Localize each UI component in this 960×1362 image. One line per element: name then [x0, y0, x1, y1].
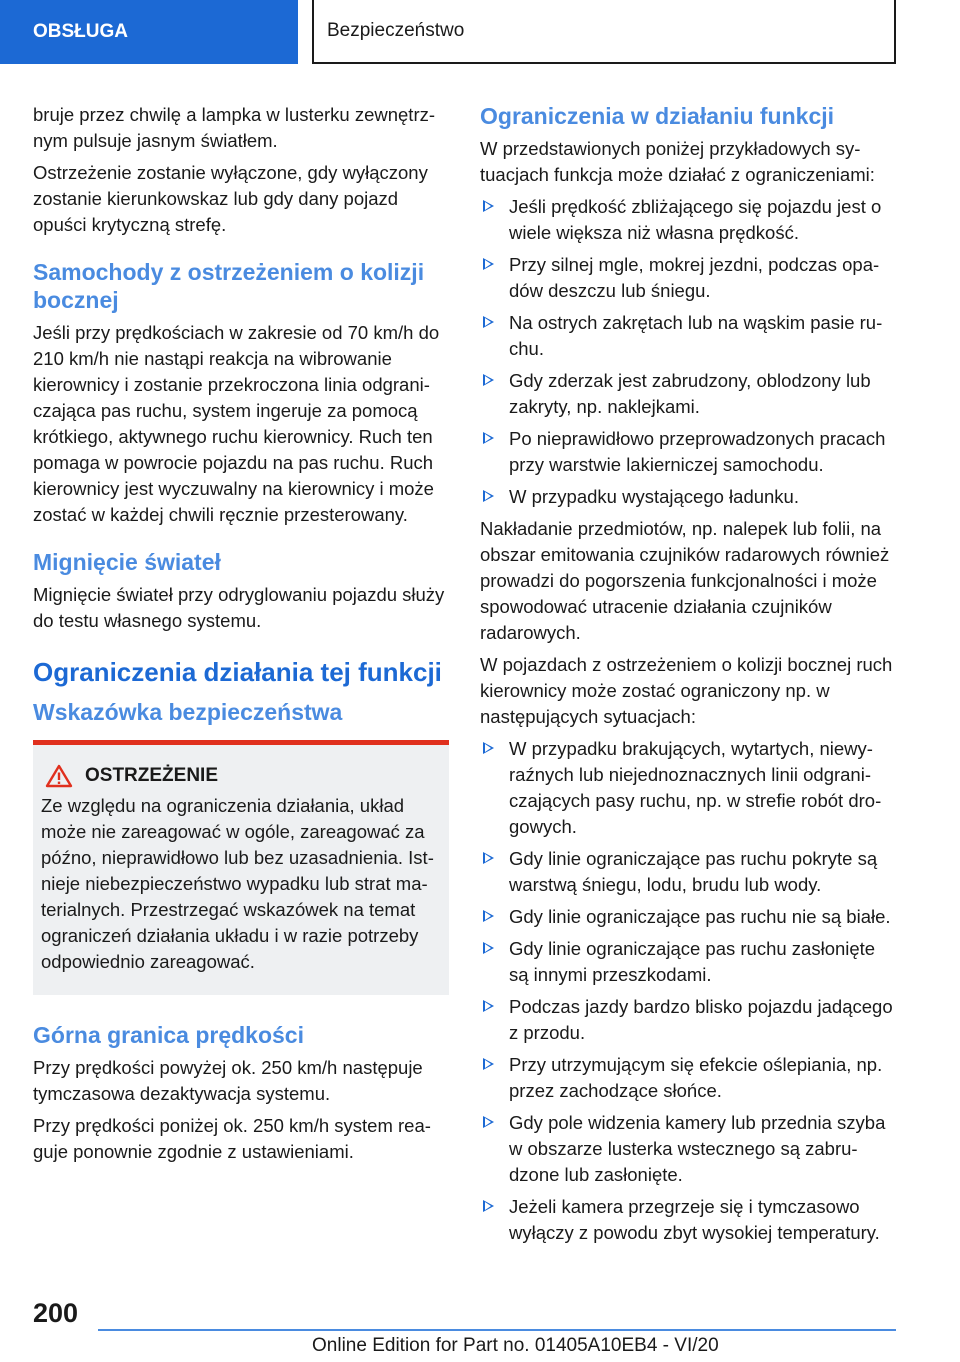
- collision-heading: Samochody z ostrzeżeniem o kolizji bocznej: [33, 259, 425, 313]
- bullet-triangle-icon: [483, 316, 494, 328]
- list-item: Gdy linie ograniczające pas ruchu zasłonięte są innymi przeszkodami.: [480, 936, 896, 988]
- footer-edition: Online Edition for Part no. 01405A10EB4 - VI/20: [312, 1335, 719, 1356]
- list-item: Jeżeli kamera przegrzeje się i tymczasowo wyłączy z powodu zbyt wysokiej temperatury.: [480, 1194, 896, 1246]
- bullet-triangle-icon: [483, 942, 494, 954]
- chapter-tab: [312, 0, 896, 64]
- limits-heading: Ograniczenia działania tej funkcji: [33, 657, 442, 687]
- list-item: Gdy linie ograniczające pas ruchu nie są białe.: [480, 904, 896, 930]
- bullet-triangle-icon: [483, 742, 494, 754]
- radar-paragraph: Nakładanie przedmiotów, np. nalepek lub folii, na obszar emitowania czujników radarowych również prowadzi do pogorszenia funkcjonalności i może spowodować utracenie działania czujników radarowych.: [480, 518, 890, 643]
- steering-limits-list: [480, 736, 896, 1246]
- list-item: Na ostrych zakrętach lub na wąskim pasie ruchu.: [480, 310, 896, 362]
- safety-heading: Wskazówka bezpieczeństwa: [33, 699, 343, 725]
- list-item: Jeśli prędkość zbliżającego się pojazdu jest o wiele większa niż własna prędkość.: [480, 194, 896, 246]
- list-item: W przypadku brakujących, wytartych, niewyraźnych lub niejednoznacznych linii odgraniczających pasy ruchu, np. w strefie robót drogowych.: [480, 736, 896, 840]
- warning-header: [41, 763, 441, 789]
- warning-title: OSTRZEŻENIE: [85, 765, 219, 786]
- function-limits-intro: W przedstawionych poniżej przykładowych sytuacjach funkcja może działać z ograniczeniami:: [480, 138, 875, 185]
- bullet-triangle-icon: [483, 200, 494, 212]
- bullet-triangle-icon: [483, 910, 494, 922]
- bullet-triangle-icon: [483, 1200, 494, 1212]
- left-column: [33, 102, 449, 1171]
- list-item: Gdy linie ograniczające pas ruchu pokryte są warstwą śniegu, lodu, brudu lub wody.: [480, 846, 896, 898]
- collision-text: Jeśli przy prędkościach w zakresie od 70 km/h do 210 km/h nie nastąpi reakcja na wibrowanie kierownicy i zostanie przekroczona linia odgraniczająca pas ruchu, system ingeruje za pomocą krótkiego, aktywnego ruchu kierownicy. Ruch ten pomaga w powrocie pojazdu na pas ruchu. Ruch kierownicy jest wyczuwalny na kierownicy i może zostać w każdej chwili ręcznie przesterowany.: [33, 322, 440, 525]
- bullet-triangle-icon: [483, 1116, 494, 1128]
- list-item: Podczas jazdy bardzo blisko pojazdu jadącego z przodu.: [480, 994, 896, 1046]
- list-item: Po nieprawidłowo przeprowadzonych pracach przy warstwie lakierniczej samochodu.: [480, 426, 896, 478]
- footer-divider: [98, 1329, 896, 1331]
- flash-heading: Mignięcie świateł: [33, 549, 221, 575]
- section-tab: [0, 0, 298, 64]
- flash-text: Mignięcie świateł przy odryglowaniu pojazdu służy do testu własnego systemu.: [33, 584, 445, 631]
- list-item: Przy utrzymującym się efekcie oślepiania, np. przez zachodzące słońce.: [480, 1052, 896, 1104]
- bullet-triangle-icon: [483, 258, 494, 270]
- limits-list: [480, 194, 896, 510]
- bullet-triangle-icon: [483, 432, 494, 444]
- speed-heading: Górna granica prędkości: [33, 1022, 304, 1048]
- section-title: OBSŁUGA: [33, 21, 128, 42]
- right-column: [480, 102, 896, 1252]
- speed-text: Przy prędkości poniżej ok. 250 km/h system reaguje ponownie zgodnie z ustawieniami.: [33, 1115, 431, 1162]
- bullet-triangle-icon: [483, 374, 494, 386]
- bullet-triangle-icon: [483, 1058, 494, 1070]
- list-item: Gdy pole widzenia kamery lub przednia szyba w obszarze lusterka wstecznego są zabrudzone lub zasłonięte.: [480, 1110, 896, 1188]
- warning-text: Ze względu na ograniczenia działania, układ może nie zareagować w ogóle, zareagować za późno, nieprawidłowo lub bez uzasadnienia. Istnieje niebezpieczeństwo wypadku lub strat materialnych. Przestrzegać wskazówek na temat ograniczeń działania układu i w razie potrzeby odpowiednio zareagować.: [41, 795, 434, 972]
- list-item: Gdy zderzak jest zabrudzony, oblodzony lub zakryty, np. naklejkami.: [480, 368, 896, 420]
- bullet-triangle-icon: [483, 1000, 494, 1012]
- intro-paragraph: Ostrzeżenie zostanie wyłączone, gdy wyłączony zostanie kierunkowskaz lub gdy dany pojazd opuści krytyczną strefę.: [33, 162, 428, 235]
- page-number: 200: [33, 1298, 79, 1328]
- warning-box: [33, 740, 449, 995]
- steering-paragraph: W pojazdach z ostrzeżeniem o kolizji bocznej ruch kierownicy może zostać ograniczony np. w następujących sytuacjach:: [480, 654, 893, 727]
- list-item: Przy silnej mgle, mokrej jezdni, podczas opadów deszczu lub śniegu.: [480, 252, 896, 304]
- warning-triangle-icon: [45, 764, 73, 788]
- list-item: W przypadku wystającego ładunku.: [480, 484, 896, 510]
- bullet-triangle-icon: [483, 490, 494, 502]
- intro-paragraph: bruje przez chwilę a lampka w lusterku zewnętrznym pulsuje jasnym światłem.: [33, 104, 436, 151]
- bullet-triangle-icon: [483, 852, 494, 864]
- speed-text: Przy prędkości powyżej ok. 250 km/h następuje tymczasowa dezaktywacja systemu.: [33, 1057, 423, 1104]
- function-limits-heading: Ograniczenia w działaniu funkcji: [480, 103, 835, 129]
- chapter-title: Bezpieczeństwo: [327, 20, 465, 41]
